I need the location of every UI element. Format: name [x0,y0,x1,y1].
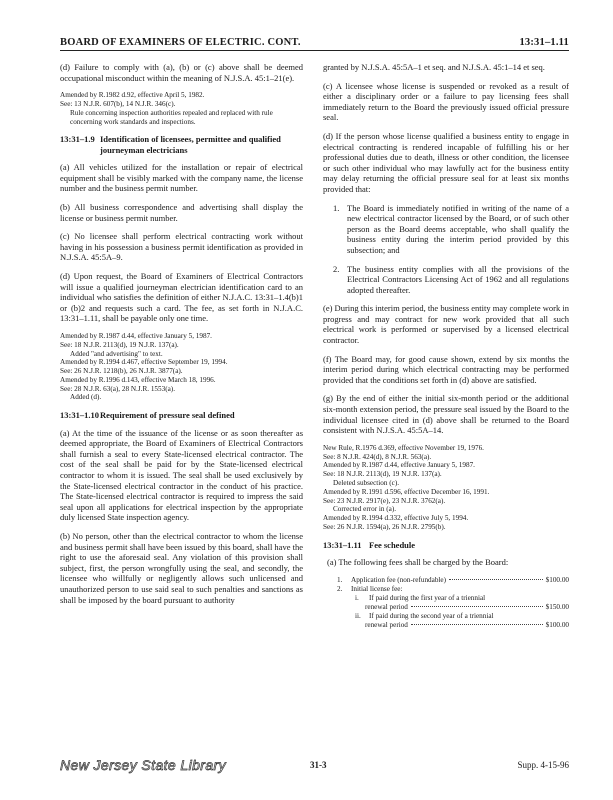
fee-amount: $100.00 [545,620,569,629]
paragraph: (d) Upon request, the Board of Examiners of Electrical Contractors will issue a qualified journeyman electrician identification card to an individual who satisfies the definition of either N.J.A.C. 13:31–1.4(b)1 or (b)2 and requests such a card. The fee, as set forth in N.J.A.C. 13:31–1.11, shall be payable only one time. [60,270,303,324]
fee-row [337,594,569,603]
section-number: 13:31–1.11 [323,539,362,550]
note-line: See: 23 N.J.R. 2917(e), 23 N.J.R. 3762(a). [323,496,446,505]
right-column [323,62,569,630]
fee-label: renewal period [365,602,408,611]
fee-number: 1. [337,575,343,584]
library-watermark: New Jersey State Library [60,757,226,773]
note-line: See: 26 N.J.R. 1218(b), 26 N.J.R. 3877(a). [60,367,183,376]
paragraph: (f) The Board may, for good cause shown, extend by six months the interim period during which electrical contracting may be performed provided that the conditions set forth in (d) above are satisfied. [323,353,569,385]
paragraph: (c) No licensee shall perform electrical contracting work without having in his possession a business permit identification as provided in N.J.S.A. 45:5A–9. [60,231,303,263]
section-title: Identification of licensees, permittee and qualified journeyman electricians [100,134,281,155]
fee-row [337,621,569,630]
fee-label: renewal period [365,620,408,629]
note-line: See: 26 N.J.R. 1594(a), 26 N.J.R. 2795(b). [323,522,446,531]
fee-label: Initial license fee: [351,584,403,593]
section-heading [60,134,303,155]
list-item [323,203,569,256]
history-note [60,332,303,402]
fee-amount: $100.00 [545,575,569,584]
list-number: 1. [333,202,340,213]
paragraph: (a) All vehicles utilized for the installation or repair of electrical equipment shall be visibly marked with the company name, the license number and the business permit number. [60,162,303,194]
section-title: Fee schedule [369,539,416,550]
note-line: See: 28 N.J.R. 63(a), 28 N.J.R. 1553(a). [60,384,175,393]
fee-row [337,576,569,585]
note-line: Amended by R.1994 d.467, effective September 19, 1994. [60,358,228,367]
paragraph: (b) All business correspondence and advertising shall display the license or business permit number. [60,201,303,223]
header-section: 13:31–1.11 [519,37,569,48]
paragraph: (a) At the time of the issuance of the license or as soon thereafter as deemed appropriate, the Board of Examiners of Electrical Contractors shall furnish a seal to every State-licensed electrical contractor. The cost of the seal shall be paid for by the State-licensed electrical contractor to whom it is issued. The seal shall be used exclusively by the State-licensed electrical contractor in the conduct of his practice. The State-licensed electrical contractor is required to impress the said seal upon all applications for electrical inspection by the appropriate duly licensed State inspection agency. [60,427,303,523]
fee-label: Application fee (non-refundable) [351,575,446,584]
dot-leader [411,606,543,607]
fee-amount: $150.00 [545,602,569,611]
header-title: BOARD OF EXAMINERS OF ELECTRIC. CONT. [60,37,301,48]
dot-leader [411,624,543,625]
fee-label: If paid during the first year of a triennial [369,593,486,602]
history-note [60,91,303,126]
fee-row [337,603,569,612]
note-line: See: 18 N.J.R. 2113(d), 19 N.J.R. 137(a). [60,340,179,349]
running-header [60,30,569,48]
paragraph: (a) The following fees shall be charged by the Board: [327,557,509,568]
note-line: Rule concerning inspection authorities repealed and replaced with rule concerning work standards and inspections. [70,108,273,126]
note-line: Added "and advertising" to text. [70,349,163,358]
left-column [60,62,303,613]
history-note [323,444,569,532]
paragraph: (g) By the end of either the initial six-month period or the additional six-month extension period, the pressure seal issued by the Board to the individual licensee cited in (d) above shall be returned to the Board consistent with N.J.S.A. 45:5A–14. [323,393,569,436]
section-heading [323,540,569,550]
note-line: See: 8 N.J.R. 424(d), 8 N.J.R. 563(a). [323,452,432,461]
note-line: New Rule, R.1976 d.369, effective November 19, 1976. [323,443,484,452]
note-line: Corrected error in (a). [333,505,397,514]
list-item [323,264,569,296]
note-line: Added (d). [70,393,102,402]
header-rule [60,50,569,51]
list-text: The business entity complies with all the provisions of the Electrical Contractors Licensing Act of 1962 and all regulations adopted thereafter. [347,263,569,295]
paragraph: (e) During this interim period, the business entity may complete work in progress and may contract for new work provided that all such electrical work is performed or supervised by a licensed electrical contractor. [323,303,569,346]
fee-number: 2. [337,584,343,593]
note-line: See: 13 N.J.R. 607(b), 14 N.J.R. 346(c). [60,99,176,108]
note-line: Amended by R.1982 d.92, effective April 5, 1982. [60,91,205,100]
note-line: Amended by R.1987 d.44, effective January 5, 1987. [323,461,475,470]
note-line: Amended by R.1996 d.143, effective March 18, 1996. [60,375,216,384]
fee-number: i. [355,593,359,602]
note-line: Deleted subsection (c). [333,479,400,487]
supplement-date: Supp. 4-15-96 [517,760,569,770]
paragraph: (d) If the person whose license qualified a business entity to engage in electrical contracting is rendered incapable of fulfilling his or her professional duties due to death, illness or other condition, the licensee or such other individual who may lawfully act for the business entity may delay returning the official pressure seal for at least six months provided that: [323,130,569,194]
fee-row [337,585,569,594]
fee-label: If paid during the second year of a triennial [369,611,494,620]
section-number: 13:31–1.10 [60,410,99,421]
paragraph: (d) Failure to comply with (a), (b) or (c) above shall be deemed occupational misconduct within the meaning of N.J.S.A. 45:1–21(e). [60,62,303,83]
note-line: See: 18 N.J.R. 2113(d), 19 N.J.R. 137(a). [323,470,442,479]
section-title: Requirement of pressure seal defined [100,410,235,421]
section-number: 13:31–1.9 [60,134,95,145]
fee-row [337,612,569,621]
page-number: 31-3 [310,760,327,770]
paragraph: granted by N.J.S.A. 45:5A–1 et seq. and N.J.S.A. 45:1–14 et seq. [323,62,545,72]
section-heading [60,410,303,420]
note-line: Amended by R.1987 d.44, effective January 5, 1987. [60,331,212,340]
list-number: 2. [333,263,340,274]
note-line: Amended by R.1994 d.332, effective July 5, 1994. [323,514,469,523]
paragraph: (c) A licensee whose license is suspended or revoked as a result of either a disciplinary order or a failure to pay licensing fees shall immediately return to the Board the previously issued official pressure seal. [323,80,569,123]
fee-schedule [337,576,569,630]
paragraph: (b) No person, other than the electrical contractor to whom the license and business permit shall have been issued by this board, shall have the right to use the aforesaid seal. Any violation of this provision shall subject, first, the person wrongfully using the seal, and secondly, the licensee who willfully or negligently allows such unlicensed and unauthorized person to use said seal to such penalties and sanctions as shall be imposed by the board pursuant to authority [60,531,303,605]
list-text: The Board is immediately notified in writing of the name of a new electrical contractor licensed by the Board, or of such other person as the Board deems acceptable, who shall qualify the business entity during the interim period provided by this subsection; and [347,202,569,255]
note-line: Amended by R.1991 d.596, effective December 16, 1991. [323,487,490,496]
page-footer [60,752,569,778]
fee-number: ii. [355,611,361,620]
dot-leader [449,579,543,580]
